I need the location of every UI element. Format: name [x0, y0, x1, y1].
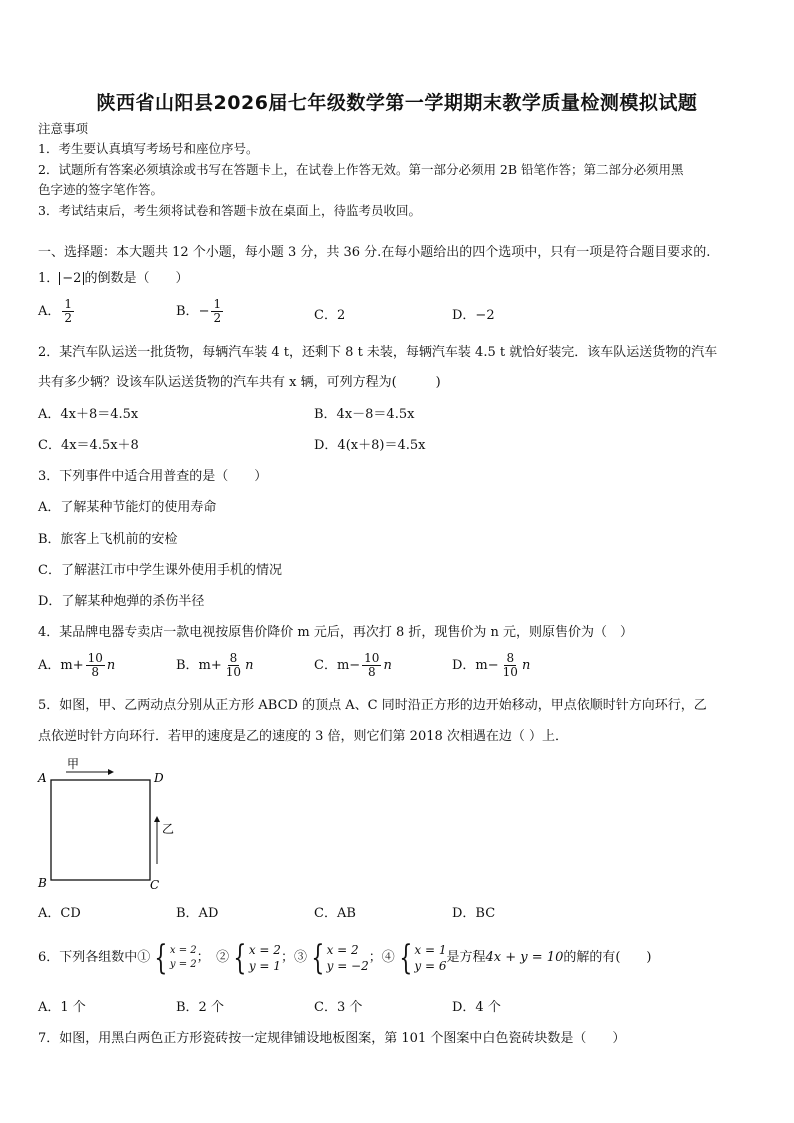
notice-item-1: 1．考生要认真填写考场号和座位序号。: [38, 141, 259, 156]
question-2-option-d: D．4(x＋8)＝4.5x: [314, 438, 426, 453]
question-7-stem: 7．如图，用黑白两色正方形瓷砖按一定规律铺设地板图案，第 101 个图案中白色瓷砖块数是（ ）: [38, 1031, 626, 1046]
question-4-stem: 4．某品牌电器专卖店一款电视按原售价降价 m 元后，再次打 8 折，现售价为 n 元，则原售价为（ ）: [38, 625, 634, 640]
page-title: 陕西省山阳县2026届七年级数学第一学期期末教学质量检测模拟试题: [96, 92, 698, 114]
question-4-option-a: A．m+ $\frac{10}{8}$ n: [38, 651, 116, 679]
equation-system-4: { x = 1 y = 6: [399, 937, 447, 978]
question-5-option-d: D．BC: [452, 906, 496, 921]
question-6-option-c: C．3 个: [314, 1000, 363, 1015]
section-heading: 一、选择题：本大题共 12 个小题，每小题 3 分，共 36 分.在每小题给出的四个选项中，只有一项是符合题目要求的.: [38, 245, 711, 260]
question-text: 的倒数是（ ）: [84, 271, 189, 286]
question-6-option-d: D．4 个: [452, 1000, 501, 1015]
question-2-option-b: B．4x－8＝4.5x: [314, 407, 415, 422]
question-5-stem-line1: 5．如图，甲、乙两动点分别从正方形 ABCD 的顶点 A、C 同时沿正方形的边开始移动，甲点依顺时针方向环行，乙: [38, 698, 707, 713]
question-2-option-a: A．4x＋8＝4.5x: [38, 407, 139, 422]
question-5-option-b: B．AD: [176, 906, 219, 921]
question-3-option-b: B．旅客上飞机前的安检: [38, 532, 178, 547]
equation-system-1: { x = 2 y = 2: [154, 937, 197, 978]
equation-system-3: { x = 2 y = −2: [311, 937, 369, 978]
label-yi: 乙: [162, 822, 175, 836]
question-4-option-b: B．m+ $\frac{8}{10}$ n: [176, 651, 254, 679]
question-2-stem-line1: 2．某汽车队运送一批货物，每辆汽车装 4 t，还剩下 8 t 未装，每辆汽车装 4.5 t 就恰好装完．该车队运送货物的汽车: [38, 345, 718, 360]
question-6-option-b: B．2 个: [176, 1000, 224, 1015]
arrow-yi-head: [154, 816, 160, 822]
notice-item-2: 2．试题所有答案必须填涂或书写在答题卡上，在试卷上作答无效。第一部分必须用 2B 铅笔作答；第二部分必须用黑: [38, 162, 684, 177]
equation: 4x + y = 10: [485, 950, 564, 965]
question-3-option-c: C．了解湛江市中学生课外使用手机的情况: [38, 563, 282, 578]
question-5-option-c: C．AB: [314, 906, 356, 921]
question-3-stem: 3．下列事件中适合用普查的是（ ）: [38, 469, 268, 484]
absolute-value: −2: [59, 272, 84, 285]
vertex-d-label: D: [154, 771, 164, 785]
vertex-b-label: B: [38, 876, 47, 890]
question-1-option-b: B．− $\frac{1}{2}$: [176, 297, 222, 325]
question-4-option-d: D．m− $\frac{8}{10}$ n: [452, 651, 531, 679]
fraction: $\frac{10}{8}$: [364, 651, 380, 679]
fraction: $\frac{8}{10}$: [502, 651, 518, 679]
question-6-stem: 6．下列各组数中① { x = 2 y = 2 ； ② { x = 2 y = 1 ；③ { x = 2 y = −2 ；④ { x = 1 y = 6 是方程4x + y = 10的解的有( ): [38, 937, 652, 978]
question-5-stem-line2: 点依逆时针方向环行．若甲的速度是乙的速度的 3 倍，则它们第 2018 次相遇在边（ ）上．: [38, 729, 569, 744]
question-3-option-a: A．了解某种节能灯的使用寿命: [38, 500, 217, 515]
square-outline: [51, 780, 150, 880]
question-1-stem: [38, 270, 188, 288]
fraction: $\frac{8}{10}$: [225, 651, 242, 679]
fraction: $\frac{1}{2}$: [64, 297, 73, 325]
question-1-option-a: A． $\frac{1}{2}$: [38, 297, 73, 325]
question-5-option-a: A．CD: [38, 906, 81, 921]
question-2-stem-line2: 共有多少辆？设该车队运送货物的汽车共有 x 辆，可列方程为( ): [38, 375, 441, 390]
square-abcd-figure: [30, 756, 190, 896]
question-1-option-d: D．−2: [452, 308, 495, 323]
question-number: 1．: [38, 271, 60, 286]
fraction: $\frac{1}{2}$: [213, 297, 222, 325]
question-2-option-c: C．4x＝4.5x＋8: [38, 438, 139, 453]
notice-item-3: 3．考试结束后，考生须将试卷和答题卡放在桌面上，待监考员收回。: [38, 203, 421, 218]
question-1-option-c: C．2: [314, 308, 346, 323]
notice-heading: 注意事项: [38, 121, 89, 136]
vertex-c-label: C: [150, 878, 160, 892]
fraction: $\frac{10}{8}$: [87, 651, 103, 679]
label-jia: 甲: [67, 757, 80, 771]
question-6-option-a: A．1 个: [38, 1000, 86, 1015]
notice-item-2-cont: 色字迹的签字笔作答。: [38, 182, 164, 197]
equation-system-2: { x = 2 y = 1: [233, 937, 281, 978]
arrow-jia-head: [108, 769, 114, 775]
question-4-option-c: C．m− $\frac{10}{8}$ n: [314, 651, 392, 679]
vertex-a-label: A: [38, 771, 47, 785]
question-3-option-d: D．了解某种炮弹的杀伤半径: [38, 594, 205, 609]
